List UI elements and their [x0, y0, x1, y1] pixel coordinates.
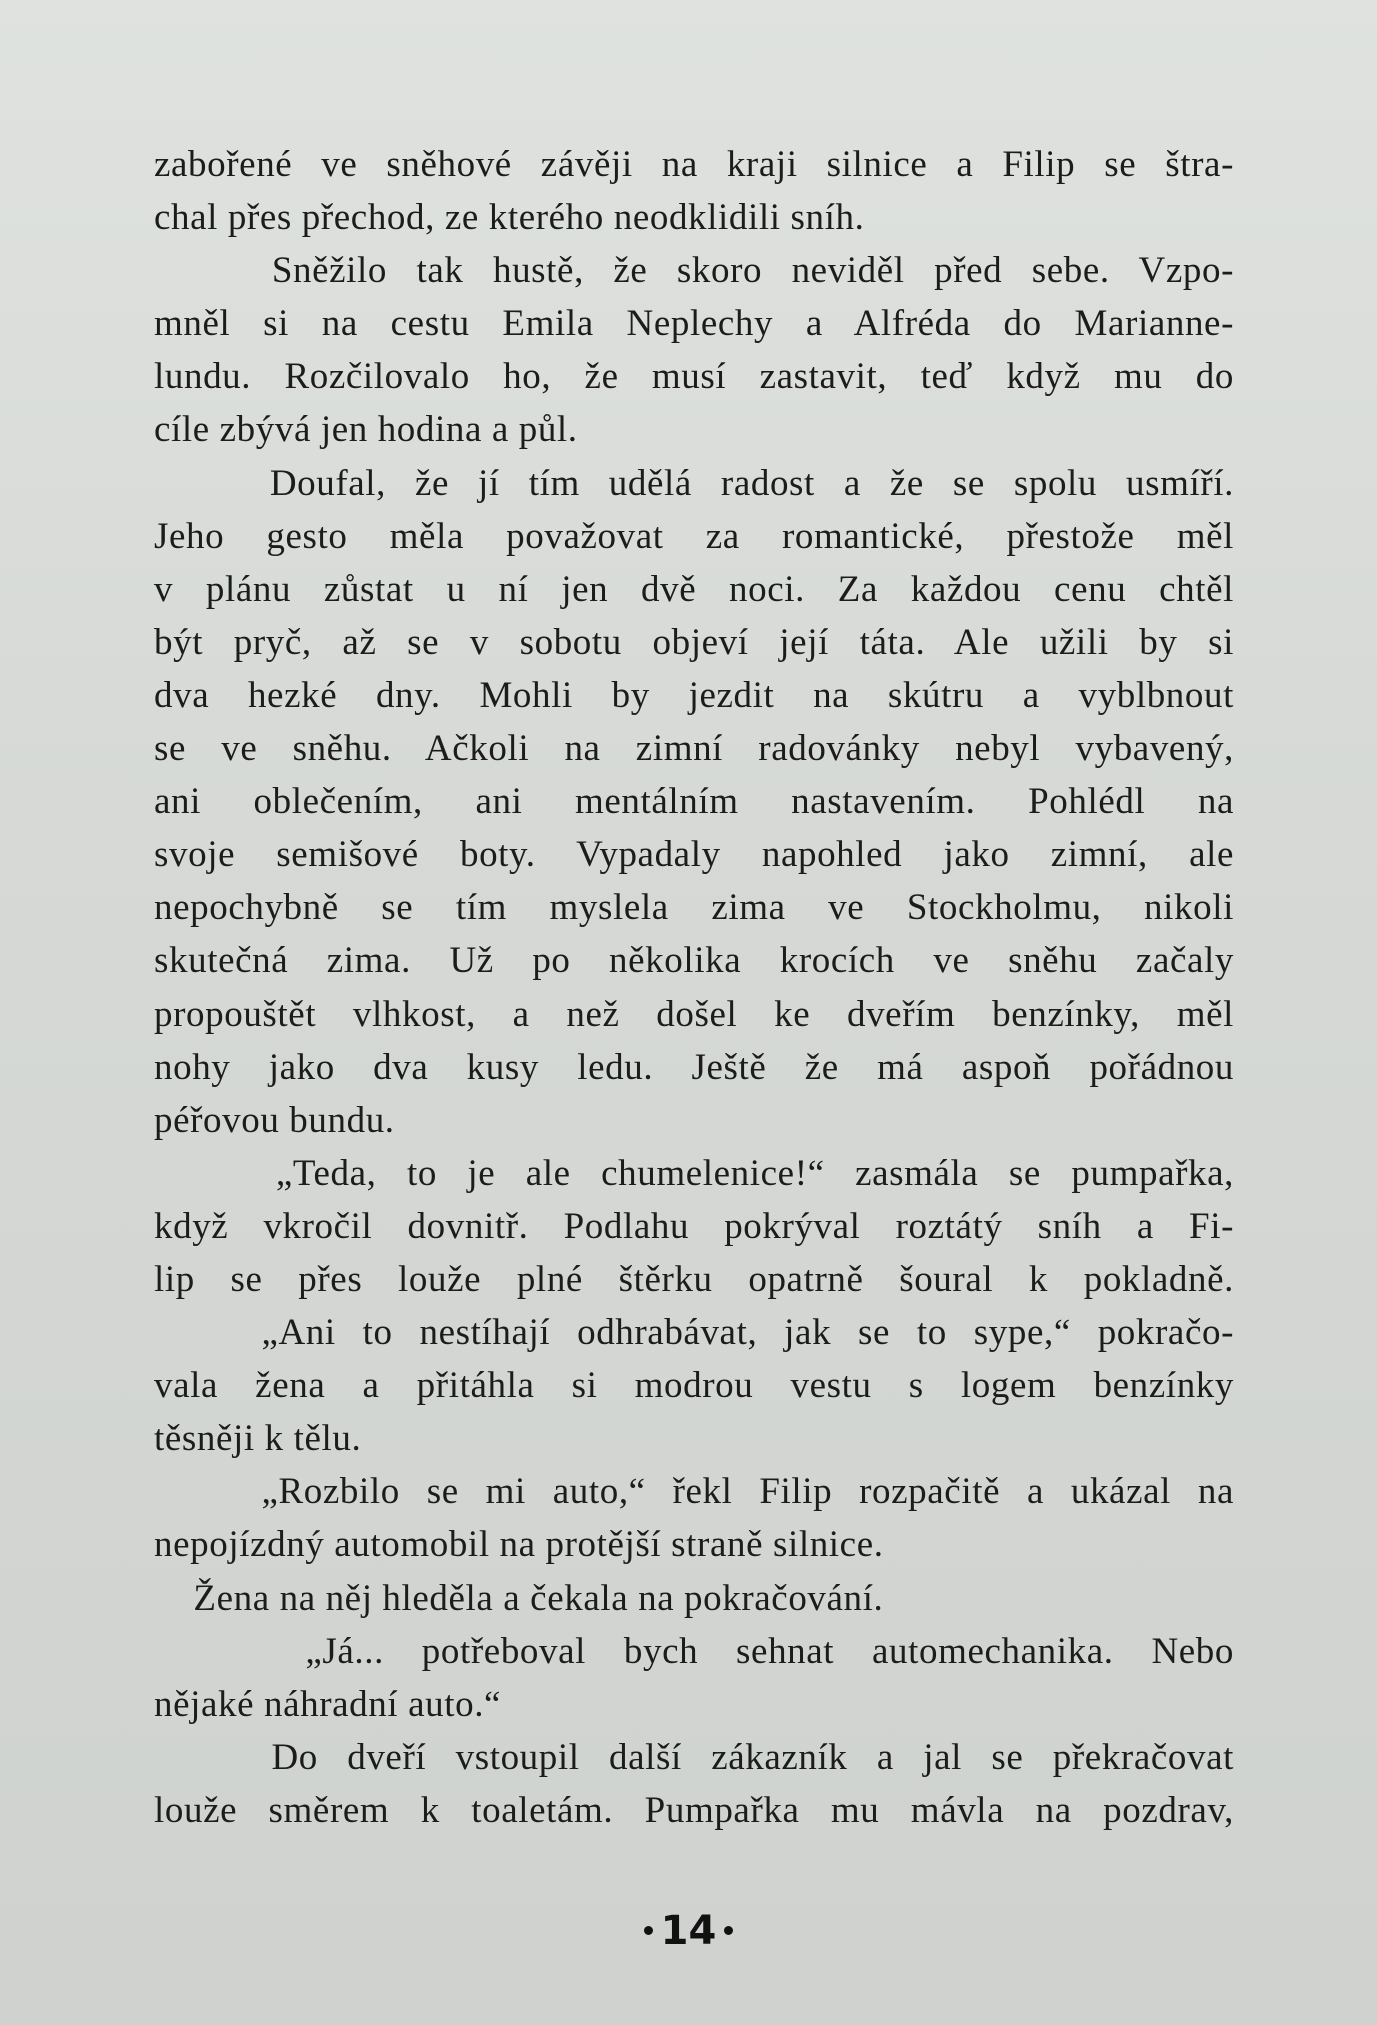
text-line: „Já... potřeboval bych sehnat automechanika. Nebo	[154, 1630, 1234, 1672]
text-line: v plánu zůstat u ní jen dvě noci. Za každou cenu chtěl	[154, 568, 1234, 610]
text-line: „Teda, to je ale chumelenice!“ zasmála se pumpařka,	[154, 1152, 1234, 1194]
text-line: louže směrem k toaletám. Pumpařka mu mávla na pozdrav,	[154, 1789, 1234, 1831]
text-line: svoje semišové boty. Vypadaly napohled jako zimní, ale	[154, 834, 1234, 876]
text-line: těsněji k tělu.	[154, 1418, 362, 1460]
text-line: lundu. Rozčilovalo ho, že musí zastavit, teď když mu do	[154, 356, 1234, 398]
text-line: nepochybně se tím myslela zima ve Stockholmu, nikoli	[154, 887, 1234, 929]
text-line: „Ani to nestíhají odhrabávat, jak se to sype,“ pokračo-	[154, 1312, 1234, 1354]
text-line: mněl si na cestu Emila Neplechy a Alfréda do Marianne-	[154, 303, 1234, 345]
text-line: Jeho gesto měla považovat za romantické, přestože měl	[154, 515, 1234, 557]
text-line: „Rozbilo se mi auto,“ řekl Filip rozpačitě a ukázal na	[154, 1471, 1234, 1513]
text-line: nepojízdný automobil na protější straně silnice.	[154, 1524, 884, 1566]
text-line: Sněžilo tak hustě, že skoro neviděl před sebe. Vzpo-	[154, 250, 1234, 292]
body-text	[154, 138, 1234, 1837]
text-line: být pryč, až se v sobotu objeví její táta. Ale užili by si	[154, 621, 1234, 663]
text-line: když vkročil dovnitř. Podlahu pokrýval roztátý sníh a Fi-	[154, 1205, 1234, 1247]
text-line: dva hezké dny. Mohli by jezdit na skútru a vyblbnout	[154, 674, 1234, 716]
text-line: vala žena a přitáhla si modrou vestu s logem benzínky	[154, 1365, 1234, 1407]
text-line: propouštět vlhkost, a než došel ke dveřím benzínky, měl	[154, 993, 1234, 1035]
text-line: cíle zbývá jen hodina a půl.	[154, 409, 578, 451]
text-line: nohy jako dva kusy ledu. Ještě že má aspoň pořádnou	[154, 1046, 1234, 1088]
text-line: Žena na něj hleděla a čekala na pokračování.	[154, 1577, 884, 1619]
page-number-value: 14	[660, 1908, 717, 1954]
text-line: Doufal, že jí tím udělá radost a že se spolu usmíří.	[154, 462, 1234, 504]
bullet-left-icon	[644, 1926, 653, 1935]
text-line: lip se přes louže plné štěrku opatrně šoural k pokladně.	[154, 1258, 1234, 1300]
text-line: chal přes přechod, ze kterého neodklidili sníh.	[154, 197, 865, 239]
text-line: skutečná zima. Už po několika krocích ve sněhu začaly	[154, 940, 1234, 982]
text-line: péřovou bundu.	[154, 1099, 395, 1141]
text-line: Do dveří vstoupil další zákazník a jal se překračovat	[154, 1736, 1234, 1778]
text-line: ani oblečením, ani mentálním nastavením. Pohlédl na	[154, 781, 1234, 823]
page-number	[0, 1908, 1377, 1954]
text-line: zabořené ve sněhové závěji na kraji silnice a Filip se štra-	[154, 144, 1234, 185]
text-line: nějaké náhradní auto.“	[154, 1683, 502, 1725]
bullet-right-icon	[724, 1926, 733, 1935]
text-line: se ve sněhu. Ačkoli na zimní radovánky nebyl vybavený,	[154, 728, 1234, 770]
